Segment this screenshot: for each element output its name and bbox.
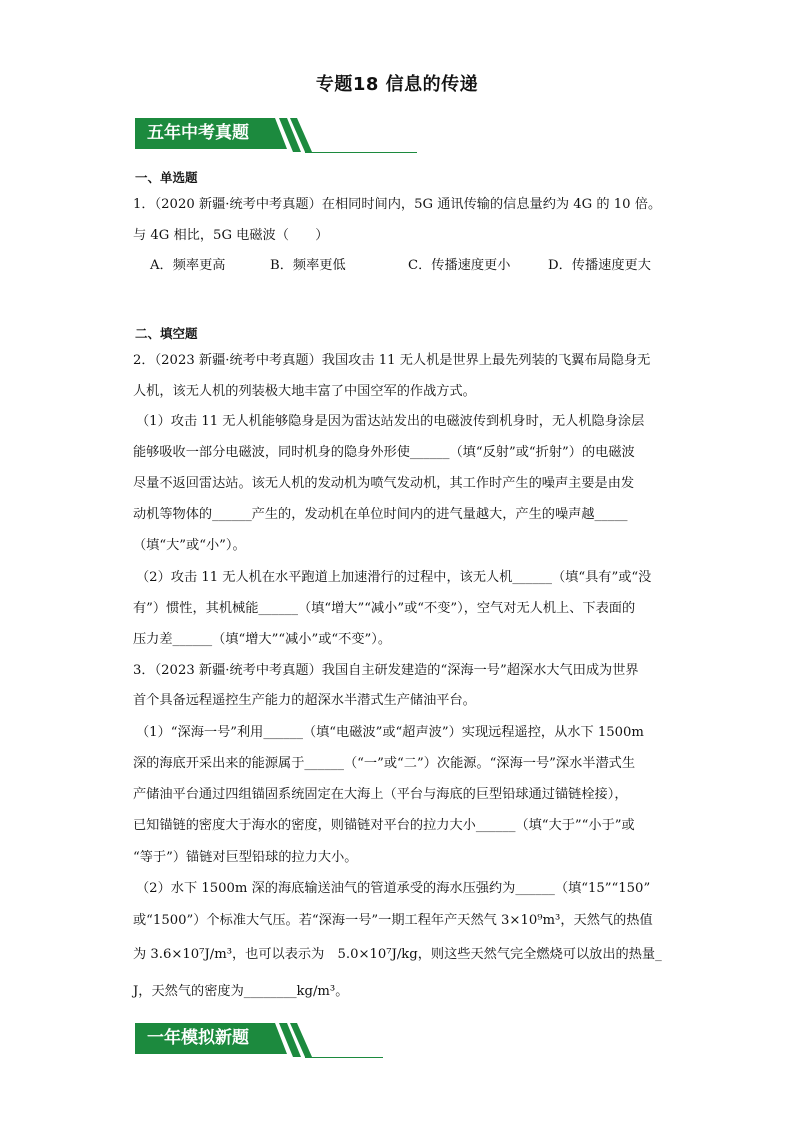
q1-line-2: 与 4G 相比，5G 电磁波（ ）	[133, 228, 329, 243]
q2-line-10: 压力差______（填“增大”“减小”或“不变”）。	[133, 632, 392, 647]
q2-line-1: 2．（2023 新疆·统考中考真题）我国攻击 11 无人机是世界上最先列装的飞翼布局隐身无	[133, 353, 651, 368]
banner-underline	[305, 1057, 383, 1058]
q2-line-2: 人机，该无人机的列装极大地丰富了中国空军的作战方式。	[133, 384, 476, 399]
q2-line-4: 能够吸收一部分电磁波，同时机身的隐身外形使______（填“反射”或“折射”）的电磁波	[133, 445, 635, 460]
q3-line-11: J，天然气的密度为________kg/m³。	[133, 984, 349, 999]
q1-option-b: B．频率更低	[270, 258, 346, 273]
section-heading-single-choice: 一、单选题	[135, 170, 198, 185]
q3-line-7: “等于”）锚链对巨型铅球的拉力大小。	[133, 850, 358, 865]
banner-underline	[305, 152, 417, 153]
q3-line-3: （1）“深海一号”利用______（填“电磁波”或“超声波”）实现远程遥控，从水下 1500m	[136, 725, 644, 740]
banner-label: 一年模拟新题	[135, 1023, 275, 1054]
q3-line-6: 已知锚链的密度大于海水的密度，则锚链对平台的拉力大小______（填“大于”“小于”或	[133, 818, 635, 833]
banner-stripes-icon	[263, 118, 323, 152]
q1-option-d: D．传播速度更大	[548, 258, 651, 273]
q3-line-2: 首个具备远程遥控生产能力的超深水半潜式生产储油平台。	[133, 693, 476, 708]
q3-line-5: 产储油平台通过四组锚固系统固定在大海上（平台与海底的巨型铅球通过锚链栓接），	[133, 787, 628, 802]
section-heading-fill-blank: 二、填空题	[135, 326, 198, 341]
q1-option-a: A．频率更高	[150, 258, 226, 273]
q2-line-5: 尽量不返回雷达站。该无人机的发动机为喷气发动机，其工作时产生的噪声主要是由发	[133, 476, 635, 491]
section-banner-one-year	[135, 1023, 383, 1061]
q2-line-8: （2）攻击 11 无人机在水平跑道上加速滑行的过程中，该无人机______（填“具有”或“没	[136, 570, 652, 585]
q3-line-4: 深的海底开采出来的能源属于______（“一”或“二”）次能源。“深海一号”深水半潜式生	[133, 756, 636, 771]
page-title: 专题18 信息的传递	[315, 74, 479, 95]
q3-line-8: （2）水下 1500m 深的海底输送油气的管道承受的海水压强约为______（填“15”“150”	[136, 881, 651, 896]
q1-line-1: 1．（2020 新疆·统考中考真题）在相同时间内，5G 通讯传输的信息量约为 4G 的 10 倍。	[133, 197, 662, 212]
q3-line-9: 或“1500”）个标准大气压。若“深海一号”一期工程年产天然气 3×10⁹m³，天然气的热值	[133, 913, 653, 928]
q2-line-6: 动机等物体的______产生的，发动机在单位时间内的进气量越大，产生的噪声越_____	[133, 507, 628, 522]
section-banner-five-year	[135, 118, 417, 156]
q3-line-10: 为 3.6×10⁷J/m³，也可以表示为 5.0×10⁷J/kg，则这些天然气完全燃烧可以放出的热量_	[133, 947, 662, 962]
q3-line-1: 3．（2023 新疆·统考中考真题）我国自主研发建造的“深海一号”超深水大气田成为世界	[133, 663, 639, 678]
q2-line-9: 有”）惯性，其机械能______（填“增大”“减小”或“不变”），空气对无人机上、下表面的	[133, 601, 636, 616]
q2-line-7: （填“大”或“小”）。	[133, 538, 246, 553]
q1-option-c: C．传播速度更小	[408, 258, 511, 273]
banner-label: 五年中考真题	[135, 118, 275, 149]
banner-stripes-icon	[263, 1023, 323, 1057]
q2-line-3: （1）攻击 11 无人机能够隐身是因为雷达站发出的电磁波传到机身时，无人机隐身涂层	[136, 414, 645, 429]
